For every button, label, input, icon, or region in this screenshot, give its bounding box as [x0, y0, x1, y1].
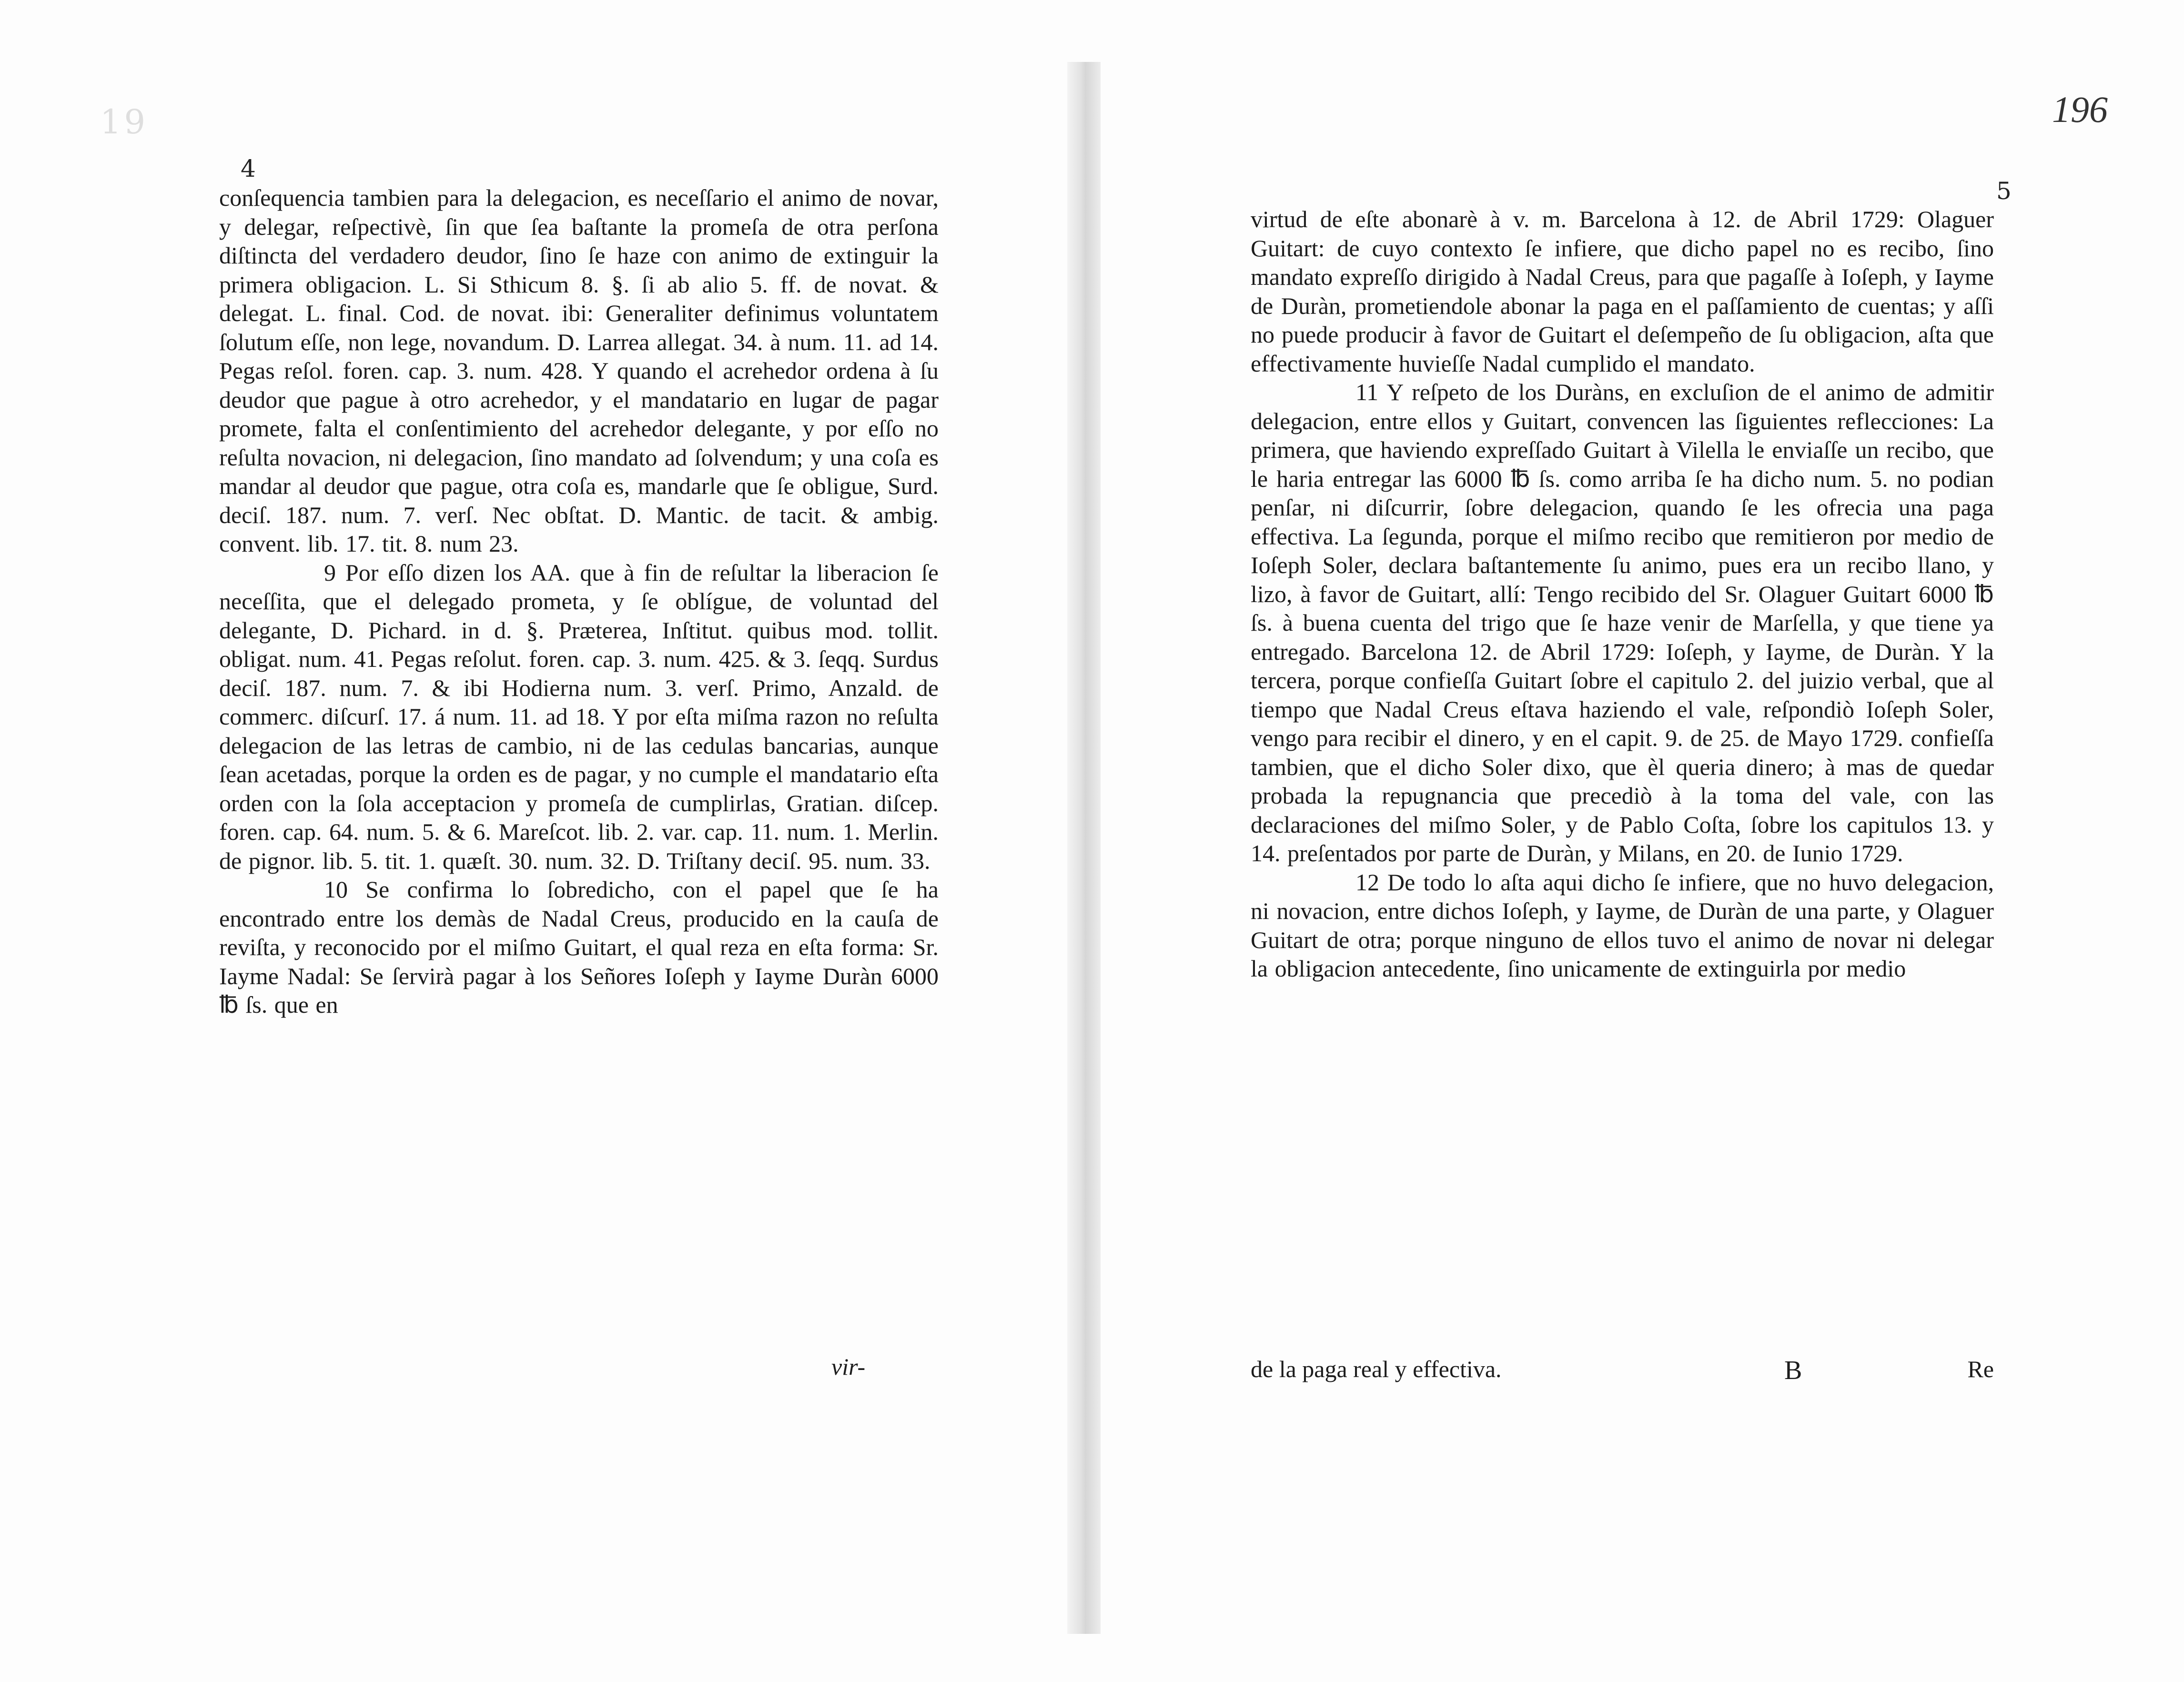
- paragraph-continuation: [219, 183, 939, 558]
- page-number: 4: [241, 155, 256, 182]
- catchword: vir-: [831, 1353, 866, 1380]
- paragraph-number: 12: [1355, 868, 1379, 896]
- page-footer-line: [1251, 1355, 1994, 1389]
- paragraph-text: conſequencia tambien para la delegacion, es neceſſario el animo de novar, y delegar, reſpectivè, ſin que ſea baſtante la promeſa de otra perſona diſtincta del verdadero deudor, ſino ſe haze con animo de extinguir la primera obligacion. L. Si Sthicum 8. §. ſi ab alio 5. ff. de novat. & delegat. L. final. Cod. de novat. ibi: Generaliter definimus voluntatem ſolutum eſſe, non lege, novandum. D. Larrea allegat. 34. à num. 11. ad 14. Pegas reſol. foren. cap. 3. num. 428. Y quando el acrehedor ordena à ſu deudor que pague à otro acrehedor, y el mandatario en lugar de pagar promete, falta el conſentimiento del acrehedor delegante, y por eſſo no reſulta novacion, ni delegacion, ſino mandato ad ſolvendum; y una coſa es mandar al deudor que pague, otra coſa es, mandarle que ſe obligue, Surd. deciſ. 187. num. 7. verſ. Nec obſtat. D. Mantic. de tacit. & ambig. convent. lib. 17. tit. 8. num 23.: [219, 184, 939, 557]
- final-text-line: de la paga real y effectiva.: [1251, 1356, 1502, 1382]
- paragraph-10: [219, 875, 939, 1019]
- paragraph-9: [219, 558, 939, 876]
- paragraph-number: 11: [1355, 379, 1379, 405]
- handwritten-folio-number: 196: [2052, 89, 2108, 130]
- signature-mark: B: [1784, 1356, 1802, 1385]
- paragraph-11: [1251, 378, 1994, 868]
- paragraph-text: Por eſſo dizen los AA. que à fin de reſultar la liberacion ſe neceſſita, que el delegado prometa, y ſe oblígue, de voluntad del delegante, D. Pichard. in d. §. Præterea, Inſtitut. quibus mod. tollit. obligat. num. 41. Pegas reſolut. foren. cap. 3. num. 425. & 3. ſeqq. Surdus deciſ. 187. num. 7. & ibi Hodierna num. 3. verſ. Primo, Anzald. de commerc. diſcurſ. 17. á num. 11. ad 18. Y por eſta miſma razon no reſulta delegacion de las letras de cambio, ni de las cedulas bancarias, aunque ſean acetadas, porque la orden es de pagar, y no cumple el mandatario eſta orden con la ſola acceptacion y promeſa de cumplirlas, Gratian. diſcep. foren. cap. 64. num. 5. & 6. Mareſcot. lib. 2. var. cap. 11. num. 1. Merlin. de pignor. lib. 5. tit. 1. quæſt. 30. num. 32. D. Triſtany deciſ. 95. num. 33.: [219, 559, 939, 874]
- catchword: Re: [1967, 1356, 1994, 1382]
- right-page: [1110, 0, 2184, 1682]
- paragraph-number: 10: [324, 876, 348, 903]
- paragraph-12: [1251, 868, 1994, 983]
- ghost-folio-number: 19: [100, 102, 149, 141]
- page-number: 5: [1996, 177, 2012, 205]
- paragraph-text: Se confirma lo ſobredicho, con el papel que ſe ha encontrado entre los demàs de Nadal Creus, producido en la cauſa de reviſta, y reconocido por el miſmo Guitart, el qual reza en eſta forma: Sr. Iayme Nadal: Se ſervirà pagar à los Señores Ioſeph y Iayme Duràn 6000 ℔ ſs. que en: [219, 876, 939, 1018]
- right-page-text: [1251, 205, 1994, 983]
- paragraph-text: Y reſpeto de los Duràns, en excluſion de el animo de admitir delegacion, entre ellos y Guitart, convencen las ſiguientes reflecciones: La primera, que haviendo expreſſado Guitart à Vilella le enviaſſe un recibo, que le haria entregar las 6000 ℔ ſs. como arriba ſe ha dicho num. 5. no podian penſar, ni diſcurrir, ſobre delegacion, quando ſe les ofrecia una paga effectiva. La ſegunda, porque el miſmo recibo que remitieron por medio de Ioſeph Soler, declara baſtantemente ſu animo, pues era un recibo llano, y lizo, à favor de Guitart, allí: Tengo recibido del Sr. Olaguer Guitart 6000 ℔ ſs. à buena cuenta del trigo que ſe haze venir de Marſella, y que tiene ya entregado. Barcelona 12. de Abril 1729: Ioſeph, y Iayme, de Duràn. Y la tercera, porque confieſſa Guitart ſobre el capitulo 2. del juizio verbal, que al tiempo que Nadal Creus eſtava haziendo el vale, reſpondiò Ioſeph Soler, vengo para recibir el dinero, y en el capit. 9. de 25. de Mayo 1729. confieſſa tambien, que el dicho Soler dixo, que èl queria dinero; à mas de quedar probada la repugnancia que precediò à la toma del vale, con las declaraciones del miſmo Soler, y de Pablo Coſta, ſobre los capitulos 13. y 14. preſentados por parte de Duràn, y Milans, en 20. de Iunio 1729.: [1251, 379, 1994, 866]
- left-page: [0, 0, 1062, 1682]
- left-page-text: [219, 183, 939, 1019]
- paragraph-text: De todo lo aſta aqui dicho ſe infiere, que no huvo delegacion, ni novacion, entre dichos Ioſeph, y Iayme, de Duràn de una parte, y Olaguer Guitart de otra; porque ninguno de ellos tuvo el animo de novar ni delegar la obligacion antecedente, ſino unicamente de extinguirla por medio: [1251, 868, 1994, 982]
- paragraph-text: virtud de eſte abonarè à v. m. Barcelona à 12. de Abril 1729: Olaguer Guitart: de cuyo contexto ſe infiere, que dicho papel no es recibo, ſino mandato expreſſo dirigido à Nadal Creus, para que pagaſſe à Ioſeph, y Iayme de Duràn, prometiendole abonar la paga en el paſſamiento de cuentas; y aſſi no puede producir à favor de Guitart el deſempeño de ſu obligacion, aſta que effectivamente huvieſſe Nadal cumplido el mandato.: [1251, 206, 1994, 377]
- paragraph-number: 9: [324, 559, 336, 586]
- paragraph-continuation: [1251, 205, 1994, 378]
- book-gutter: [1067, 62, 1101, 1634]
